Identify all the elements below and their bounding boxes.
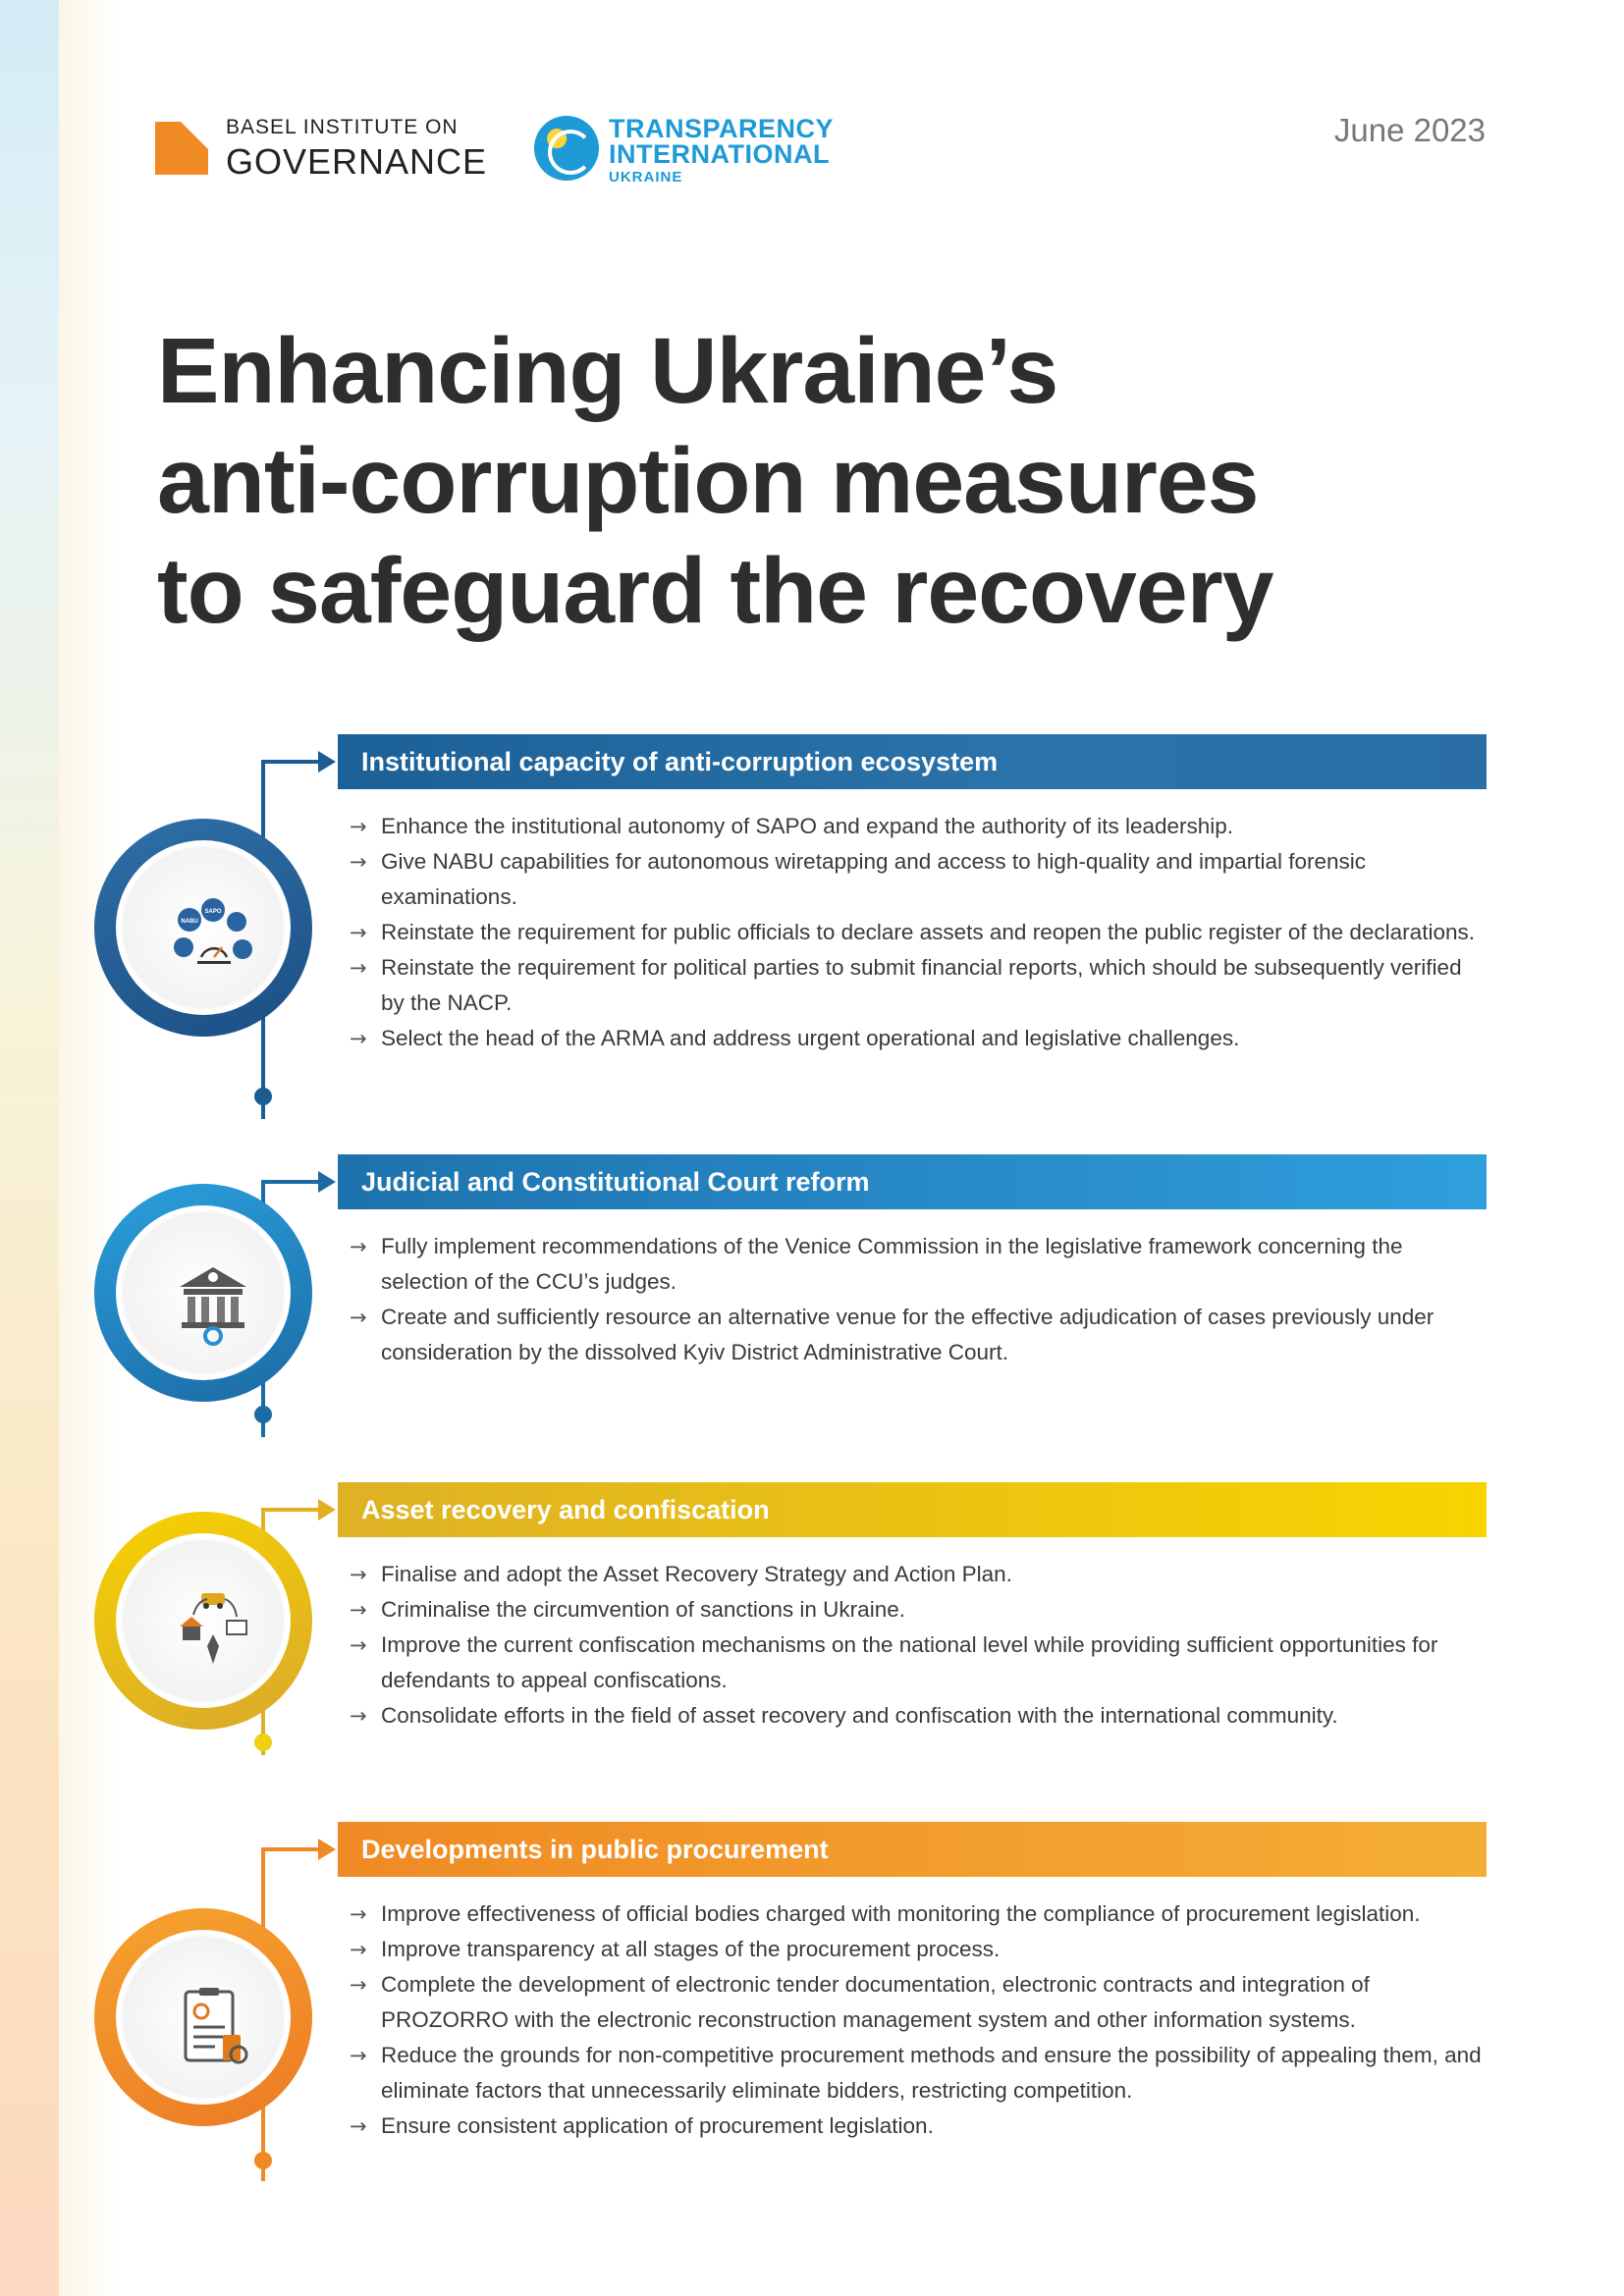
decorative-gradient-edge: [0, 0, 59, 2296]
connector-dot: [254, 2152, 272, 2169]
list-item: → Complete the development of electronic tender documentation, electronic contracts and integration of PROZORRO with the electronic reconstruction management system and other information systems.: [350, 1967, 1489, 2038]
connector-arrow-icon: [318, 1839, 336, 1860]
section-heading: Judicial and Constitutional Court reform: [361, 1167, 870, 1197]
ti-logo-line3: UKRAINE: [609, 169, 683, 186]
connector-arrow-icon: [318, 751, 336, 773]
list-item: → Consolidate efforts in the field of asset recovery and confiscation with the international community.: [350, 1698, 1489, 1734]
ti-logo-mark-icon: [534, 116, 599, 181]
list-item: → Enhance the institutional autonomy of SAPO and expand the authority of its leadership.: [350, 809, 1489, 844]
section-icon-ring: [94, 1512, 312, 1730]
ti-logo-line1: TRANSPARENCY: [609, 114, 835, 143]
connector-dot: [254, 1734, 272, 1751]
section-heading-bar: [338, 1154, 1487, 1209]
recommendation-list: [350, 1557, 1489, 1734]
title-line: to safeguard the recovery: [157, 539, 1273, 643]
list-item: → Give NABU capabilities for autonomous wiretapping and access to high-quality and impartial forensic examinations.: [350, 844, 1489, 915]
connector-arrow-icon: [318, 1171, 336, 1193]
connector-line: [261, 1847, 320, 1851]
sapo-icon-label: SAPO: [204, 909, 222, 915]
section-icon-ring: [94, 819, 312, 1037]
section-icon-ring: [94, 1908, 312, 2126]
decorative-gradient-fade: [59, 0, 118, 2296]
list-item: → Improve the current confiscation mechanisms on the national level while providing sufficient opportunities for defendants to appeal confiscations.: [350, 1628, 1489, 1698]
ti-logo-line2: INTERNATIONAL: [609, 139, 830, 169]
list-item: → Select the head of the ARMA and address urgent operational and legislative challenges.: [350, 1021, 1489, 1056]
connector-line: [261, 1508, 320, 1512]
list-item: → Reinstate the requirement for public officials to declare assets and reopen the public register of the declarations.: [350, 915, 1489, 950]
list-item: → Reinstate the requirement for political parties to submit financial reports, which should be subsequently verified by the NACP.: [350, 950, 1489, 1021]
connector-line: [261, 760, 320, 764]
list-item: → Improve transparency at all stages of the procurement process.: [350, 1932, 1489, 1967]
institutions-icon: [168, 892, 258, 983]
section-heading: Institutional capacity of anti-corruption ecosystem: [361, 747, 999, 776]
assets-icon: [168, 1585, 258, 1676]
section-icon-ring: [94, 1184, 312, 1402]
section-heading: Developments in public procurement: [361, 1835, 829, 1864]
publication-date: June 2023: [1333, 112, 1486, 148]
list-item: → Reduce the grounds for non-competitive procurement methods and ensure the possibility of appealing them, and eliminate factors that unnecessarily eliminate bidders, restricting competition.: [350, 2038, 1489, 2109]
recommendation-list: [350, 1896, 1489, 2144]
basel-logo-line2: GOVERNANCE: [226, 141, 488, 182]
list-item: → Improve effectiveness of official bodies charged with monitoring the compliance of procurement legislation.: [350, 1896, 1489, 1932]
list-item: → Create and sufficiently resource an alternative venue for the effective adjudication of cases previously under consideration by the dissolved Kyiv District Administrative Court.: [350, 1300, 1489, 1370]
list-item: → Finalise and adopt the Asset Recovery Strategy and Action Plan.: [350, 1557, 1489, 1592]
list-item: → Criminalise the circumvention of sanctions in Ukraine.: [350, 1592, 1489, 1628]
procurement-icon: [168, 1982, 258, 2072]
section-heading-bar: [338, 1822, 1487, 1877]
list-item: → Ensure consistent application of procurement legislation.: [350, 2109, 1489, 2144]
basel-logo-line1: BASEL INSTITUTE ON: [226, 116, 459, 138]
section-heading: Asset recovery and confiscation: [361, 1495, 770, 1524]
page-title: [157, 316, 1434, 646]
nabu-icon-label: NABU: [181, 919, 198, 925]
title-line: anti-corruption measures: [157, 429, 1259, 533]
title-line: Enhancing Ukraine’s: [157, 319, 1058, 423]
connector-dot: [254, 1088, 272, 1105]
section-heading-bar: [338, 1482, 1487, 1537]
connector-dot: [254, 1406, 272, 1423]
connector-line: [261, 1180, 320, 1184]
list-item: → Fully implement recommendations of the Venice Commission in the legislative framework concerning the selection of the CCU’s judges.: [350, 1229, 1489, 1300]
courthouse-icon: [168, 1257, 258, 1348]
recommendation-list: [350, 1229, 1489, 1370]
connector-arrow-icon: [318, 1499, 336, 1521]
recommendation-list: [350, 809, 1489, 1056]
section-heading-bar: [338, 734, 1487, 789]
basel-logo-mark-icon: [155, 122, 208, 175]
